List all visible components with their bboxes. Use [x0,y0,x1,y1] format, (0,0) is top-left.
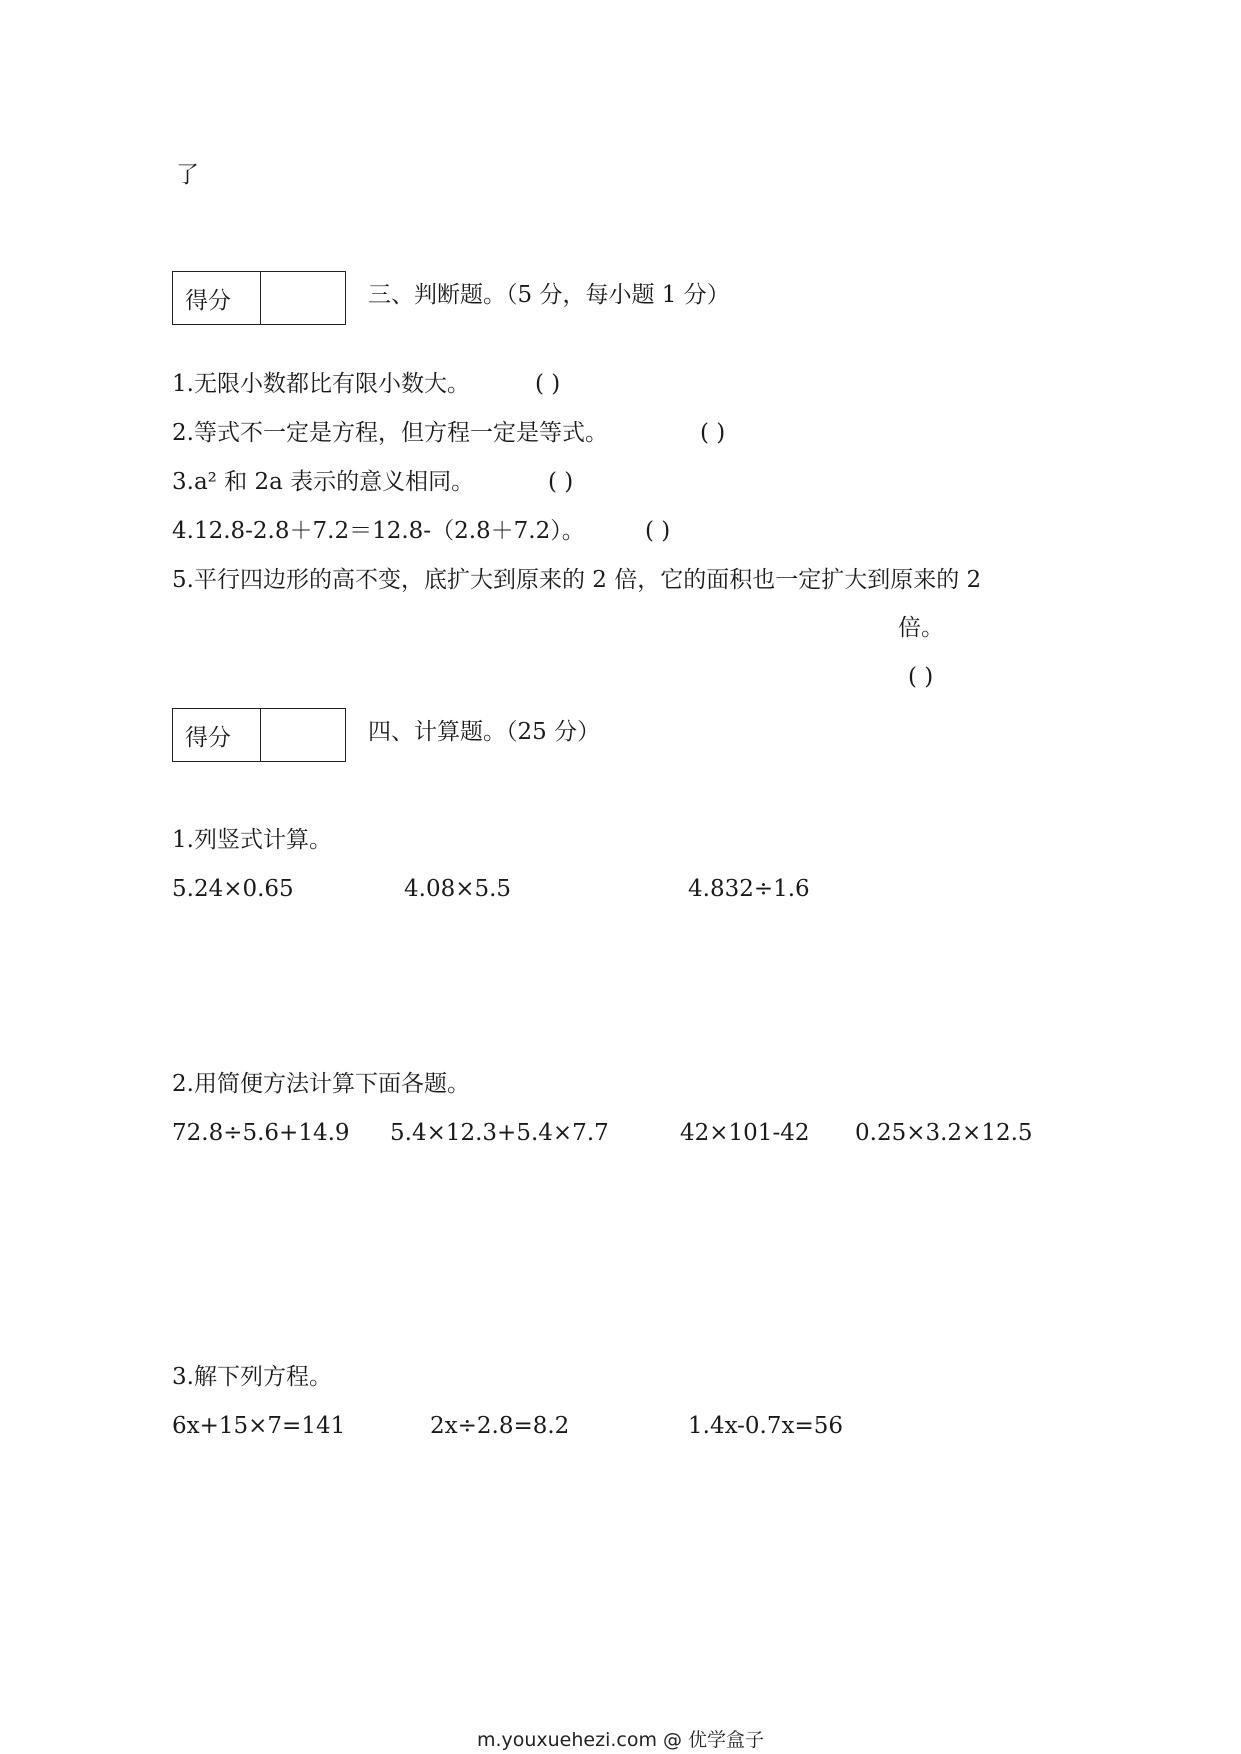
equation-item: 6x+15×7=141 [172,1413,346,1439]
judgment-item-1: 1.无限小数都比有限小数大。 [172,371,470,397]
answer-paren-3[interactable]: ( ) [548,469,574,495]
calc-item: 4.08×5.5 [404,876,512,902]
question-3-title: 3.解下列方程。 [172,1364,332,1390]
calc-item: 5.4×12.3+5.4×7.7 [390,1120,609,1146]
equation-item: 1.4x-0.7x=56 [688,1413,844,1439]
judgment-item-2: 2.等式不一定是方程，但方程一定是等式。 [172,420,608,446]
score-box-section3 [172,271,346,325]
calc-item: 42×101-42 [680,1120,810,1146]
calc-item: 4.832÷1.6 [688,876,810,902]
footer-watermark: m.youxuehezi.com @ 优学盒子 [476,1729,765,1751]
answer-paren-1[interactable]: ( ) [535,371,561,397]
score-blank-field[interactable] [261,272,345,324]
question-2-title: 2.用简便方法计算下面各题。 [172,1071,470,1097]
section4-title: 四、计算题。（25 分） [368,719,601,745]
calc-item: 5.24×0.65 [172,876,294,902]
answer-paren-4[interactable]: ( ) [645,518,671,544]
score-blank-field[interactable] [261,709,345,761]
judgment-item-3: 3.a² 和 2a 表示的意义相同。 [172,469,475,495]
score-label: 得分 [173,709,261,761]
judgment-item-5: 5.平行四边形的高不变，底扩大到原来的 2 倍，它的面积也一定扩大到原来的 2 [172,567,982,593]
answer-paren-2[interactable]: ( ) [700,420,726,446]
score-label: 得分 [173,272,261,324]
score-box-section4 [172,708,346,762]
equation-item: 2x÷2.8=8.2 [430,1413,570,1439]
question-1-title: 1.列竖式计算。 [172,827,332,853]
calc-item: 0.25×3.2×12.5 [855,1120,1033,1146]
calc-item: 72.8÷5.6+14.9 [172,1120,350,1146]
answer-paren-5[interactable]: ( ) [908,664,934,690]
judgment-item-5-continuation: 倍。 [898,615,944,641]
top-character: 了 [176,162,199,188]
judgment-item-4: 4.12.8-2.8＋7.2＝12.8-（2.8＋7.2）。 [172,518,585,544]
section3-title: 三、判断题。（5 分，每小题 1 分） [368,282,730,308]
